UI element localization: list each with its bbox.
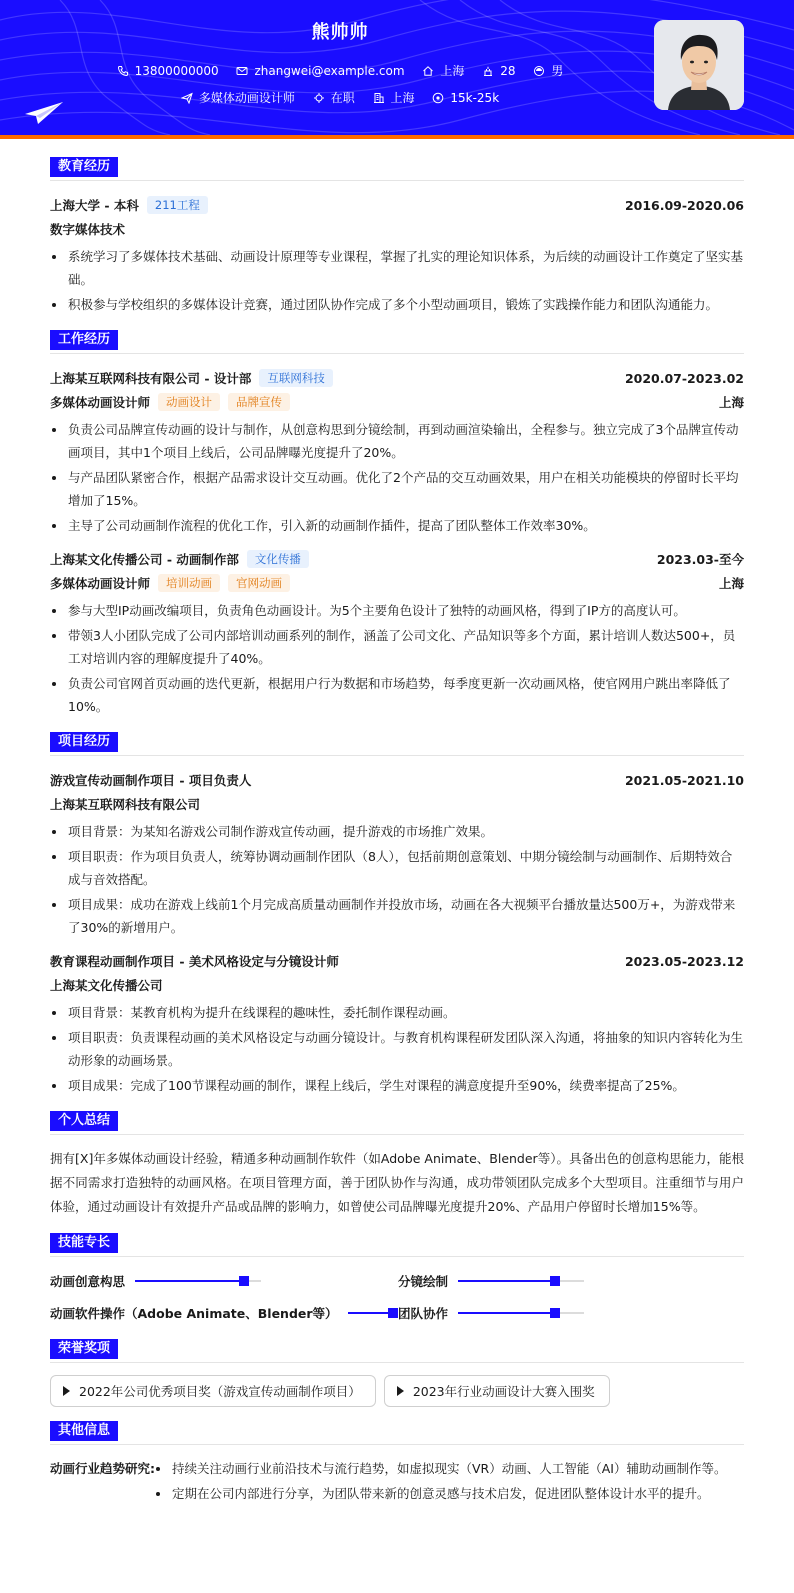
project-bullets: [50, 1001, 744, 1097]
other-section: [50, 1421, 744, 1507]
education-section: [50, 157, 744, 316]
skill-item: [50, 1269, 398, 1293]
list-item: 项目职责：作为项目负责人，统筹协调动画制作团队（8人），包括前期创意策划、中期分镜绘制与动画制作、后期特效合成与音效搭配。: [50, 845, 744, 891]
section-header: [50, 1421, 744, 1445]
project-company: 上海某互联网科技有限公司: [50, 797, 201, 812]
skill-knob: [239, 1276, 249, 1286]
section-title: 技能专长: [50, 1233, 118, 1253]
list-item: 负责公司官网首页动画的迭代更新，根据用户行为数据和市场趋势，每季度更新一次动画风格，使官网用户跳出率降低了10%。: [50, 672, 744, 718]
education-item: [50, 193, 744, 316]
other-info: [50, 1457, 744, 1507]
target-city-item: [373, 89, 415, 106]
intent-row: [0, 89, 680, 107]
project-date: 2021.05-2021.10: [624, 772, 744, 788]
company-name: 上海某文化传播公司 - 动画制作部: [50, 552, 239, 567]
list-item: 项目背景：为某知名游戏公司制作游戏宣传动画，提升游戏的市场推广效果。: [50, 820, 744, 843]
age-item: [482, 64, 515, 78]
award-item: [384, 1375, 610, 1407]
candidate-name: 熊帅帅: [311, 22, 369, 43]
skill-knob: [550, 1276, 560, 1286]
list-item: 项目成果：成功在游戏上线前1个月完成高质量动画制作并投放市场，动画在各大视频平台播放量达500万+，为游戏带来了30%的新增用户。: [50, 893, 744, 939]
other-label: 动画行业趋势研究:: [50, 1461, 155, 1476]
gender-icon: [533, 65, 545, 77]
major-name: 数字媒体技术: [50, 222, 126, 237]
project-item: [50, 949, 744, 1097]
project-company-row: [50, 792, 744, 816]
work-date: 2023.03-至今: [656, 552, 744, 567]
project-title: 游戏宣传动画制作项目 - 项目负责人: [50, 773, 252, 788]
job-intent-value: 多媒体动画设计师: [198, 91, 295, 105]
section-header: [50, 157, 744, 181]
status-icon: [313, 92, 325, 104]
skill-fill: [458, 1280, 559, 1282]
profile-photo: [654, 20, 744, 110]
work-location: 上海: [718, 395, 744, 410]
role-tag: 培训动画: [158, 574, 220, 592]
work-item: [50, 366, 744, 537]
list-item: 定期在公司内部进行分享，为团队带来新的创意灵感与技术启发，促进团队整体设计水平的提升。: [154, 1482, 744, 1505]
skill-name: 动画软件操作（Adobe Animate、Blender等）: [50, 1306, 338, 1321]
skill-knob: [550, 1308, 560, 1318]
age-value: 28: [500, 63, 516, 78]
resume-header: [0, 0, 794, 139]
salary-value: 15k-25k: [450, 90, 500, 105]
skill-bar: [348, 1312, 398, 1314]
project-item: [50, 768, 744, 939]
role-row: [50, 571, 744, 595]
role-row: [50, 390, 744, 414]
education-row: [50, 193, 744, 217]
building-icon: [373, 92, 385, 104]
phone-item: [117, 64, 219, 78]
project-bullets: [50, 820, 744, 939]
list-item: 带领3人小团队完成了公司内部培训动画系列的制作，涵盖了公司文化、产品知识等多个方面，累计培训人数达500+，员工对培训内容的理解度提升了40%。: [50, 624, 744, 670]
role-tag: 动画设计: [158, 393, 220, 411]
education-date: 2016.09-2020.06: [624, 197, 744, 213]
email-address[interactable]: zhangwei@example.com: [254, 63, 405, 78]
project-row: [50, 949, 744, 973]
gender-item: [533, 62, 563, 79]
home-icon: [422, 65, 434, 77]
summary-text: 拥有[X]年多媒体动画设计经验，精通多种动画制作软件（如Adobe Animate、Blender等）。具备出色的创意构思能力，能根据不同需求打造独特的动画风格。在项目管理方面，善于团队协作与沟通，成功带领团队完成多个大型项目。注重细节与用户体验，通过动画设计有效提升产品或品牌的影响力，如曾使公司品牌曝光度提升20%、产品用户停留时长增加15%等。: [50, 1151, 744, 1214]
skill-item: [398, 1269, 744, 1293]
triangle-right-icon: [397, 1386, 404, 1396]
status-item: [313, 89, 355, 106]
skill-name: 团队协作: [398, 1306, 449, 1321]
list-item: 系统学习了多媒体技术基础、动画设计原理等专业课程，掌握了扎实的理论知识体系，为后续的动画设计工作奠定了坚实基础。: [50, 245, 744, 291]
skill-fill: [135, 1280, 248, 1282]
list-item: 积极参与学校组织的多媒体设计竞赛，通过团队协作完成了多个小型动画项目，锻炼了实践操作能力和团队沟通能力。: [50, 293, 744, 316]
work-item: [50, 547, 744, 718]
projects-section: [50, 732, 744, 1097]
target-city-value: 上海: [390, 91, 415, 105]
company-row: [50, 366, 744, 390]
industry-tag: 互联网科技: [259, 369, 333, 387]
skill-bar: [135, 1280, 261, 1282]
work-date: 2020.07-2023.02: [624, 370, 744, 386]
contact-row: [0, 62, 680, 80]
money-icon: [432, 92, 444, 104]
gender-value: 男: [551, 64, 564, 78]
skill-item: [398, 1301, 744, 1325]
portrait-image: [654, 20, 744, 110]
summary-section: [50, 1111, 744, 1219]
award-text: 2023年行业动画设计大赛入围奖: [412, 1384, 595, 1399]
list-item: 主导了公司动画制作流程的优化工作，引入新的动画制作插件，提高了团队整体工作效率30%。: [50, 514, 744, 537]
school-tag: 211工程: [147, 196, 208, 214]
other-bullets: [154, 1457, 744, 1507]
role-tag: 品牌宣传: [228, 393, 290, 411]
work-location: 上海: [718, 576, 744, 591]
city-value: 上海: [440, 64, 465, 78]
awards-list: [50, 1375, 744, 1407]
salary-item: [432, 91, 499, 105]
skill-name: 动画创意构思: [50, 1274, 126, 1289]
industry-tag: 文化传播: [247, 550, 309, 568]
section-title: 个人总结: [50, 1111, 118, 1131]
phone-icon: [117, 65, 129, 77]
list-item: 项目成果：完成了100节课程动画的制作，课程上线后，学生对课程的满意度提升至90%，续费率提高了25%。: [50, 1074, 744, 1097]
role-title: 多媒体动画设计师: [50, 395, 151, 410]
award-text: 2022年公司优秀项目奖（游戏宣传动画制作项目）: [79, 1384, 361, 1399]
section-header: [50, 732, 744, 756]
section-header: [50, 1339, 744, 1363]
project-title: 教育课程动画制作项目 - 美术风格设定与分镜设计师: [50, 954, 339, 969]
age-icon: [482, 65, 494, 77]
project-company: 上海某文化传播公司: [50, 978, 163, 993]
awards-section: [50, 1339, 744, 1407]
city-item: [422, 62, 464, 79]
school-name: 上海大学 - 本科: [50, 198, 139, 213]
skill-fill: [458, 1312, 559, 1314]
skill-bar: [458, 1280, 584, 1282]
list-item: 参与大型IP动画改编项目，负责角色动画设计。为5个主要角色设计了独特的动画风格，得到了IP方的高度认可。: [50, 599, 744, 622]
send-icon: [181, 92, 193, 104]
skills-grid: [50, 1269, 744, 1325]
section-header: [50, 330, 744, 354]
list-item: 与产品团队紧密合作，根据产品需求设计交互动画。优化了2个产品的交互动画效果，用户在相关功能模块的停留时长平均增加了15%。: [50, 466, 744, 512]
resume-body: [0, 139, 794, 1507]
section-header: [50, 1111, 744, 1135]
skill-item: [50, 1301, 398, 1325]
section-title: 其他信息: [50, 1421, 118, 1441]
list-item: 持续关注动画行业前沿技术与流行趋势，如虚拟现实（VR）动画、人工智能（AI）辅助动画制作等。: [154, 1457, 744, 1480]
section-title: 教育经历: [50, 157, 118, 177]
mail-icon: [236, 65, 248, 77]
section-title: 项目经历: [50, 732, 118, 752]
major-row: [50, 217, 744, 241]
list-item: 项目职责：负责课程动画的美术风格设定与动画分镜设计。与教育机构课程研发团队深入沟通，将抽象的知识内容转化为生动形象的动画场景。: [50, 1026, 744, 1072]
work-bullets: [50, 599, 744, 718]
section-header: [50, 1233, 744, 1257]
award-item: [50, 1375, 376, 1407]
section-title: 荣誉奖项: [50, 1339, 118, 1359]
work-bullets: [50, 418, 744, 537]
triangle-right-icon: [63, 1386, 70, 1396]
role-tag: 官网动画: [228, 574, 290, 592]
phone-number[interactable]: 13800000000: [134, 63, 219, 78]
work-section: [50, 330, 744, 718]
job-intent-item: [181, 89, 295, 106]
email-item: [236, 64, 404, 78]
section-title: 工作经历: [50, 330, 118, 350]
skill-name: 分镜绘制: [398, 1274, 449, 1289]
skill-knob: [388, 1308, 398, 1318]
education-bullets: [50, 245, 744, 316]
role-title: 多媒体动画设计师: [50, 576, 151, 591]
project-company-row: [50, 973, 744, 997]
list-item: 项目背景：某教育机构为提升在线课程的趣味性，委托制作课程动画。: [50, 1001, 744, 1024]
company-row: [50, 547, 744, 571]
list-item: 负责公司品牌宣传动画的设计与制作，从创意构思到分镜绘制，再到动画渲染输出，全程参与。独立完成了3个品牌宣传动画项目，其中1个项目上线后，公司品牌曝光度提升了20%。: [50, 418, 744, 464]
status-value: 在职: [330, 91, 355, 105]
skill-bar: [458, 1312, 584, 1314]
project-row: [50, 768, 744, 792]
company-name: 上海某互联网科技有限公司 - 设计部: [50, 371, 252, 386]
project-date: 2023.05-2023.12: [624, 953, 744, 969]
skills-section: [50, 1233, 744, 1325]
